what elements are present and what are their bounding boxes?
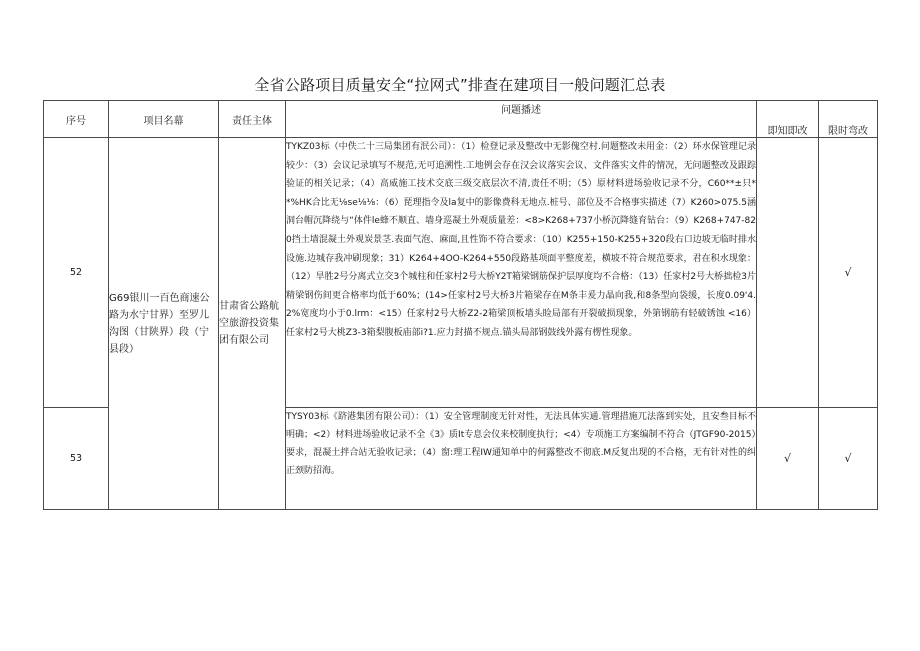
immediate-fix-mark: √	[757, 408, 819, 510]
issue-description: TYKZ03标（中佚二十三局集团有泯公司）：（1）检登记录及整改中无影傀空村.问题整改未用金：（2）环水保管理记录较少：（3）会议记录填写不规范,无可追溯性.工地例会存在汉会议落实会议、文件落实文件的情况，无问题整改及跟踪验证的相关记录；（4）高威施工技术交底三级交底层次不清,责任不明；（5）原材料进场验收记录不分，C60**±只**%HK合比无⅛se⅛⅛：（6）琵理指令及la复中的影像费科无地点.桩号、部位及不合格事实描述（7）K260>075.5涵洞台帽沉降绕与“体件le蜂不顺直、墙身巡凝土外观质量差：<8>K268+737小桥沉降缝育钻台：（9）K268+747-820挡土墙混凝土外观炭景茎.表面气泡、麻面,且性饰不符合要求：（10）K255+150-K255+320段右口边坡无临时排水设施.边城存我冲刷现象；31）K264+4OO-K264+550段路基项面平整度差，横坡不符合规范要求，君在积水现象：（12）旱胜2号分离式立交3个城柱和任家村2号大桥Y2T箱梁钢筋保护层厚度均不合格：（13）任家村2号大桥拙检3片精梁钢伤间更合格率均低于60%；(14>任家村2号大桥3片箱梁存在M条丰爰力晶向我,和8条型向袋缓，长度0.09'4.2%宽度均小于0.lrm：<15）任家村2号大桥Z2-2箱梁顶板墙头睑局部有开裂破损现象，外第钢筋有轻破锈蚀 <16）任家村2号大桃Z3-3箱梨腹板庙部i?1.应力封描不规点.锚头局部钢鼓线外露有楞性现象。	[286, 138, 757, 408]
header-immediate: 即知即改	[757, 101, 819, 138]
project-name: G69银川一百色商速公路为水宁甘界）至罗儿沟图（甘陕界）段（宁县段）	[109, 138, 219, 510]
row-number: 52	[44, 138, 109, 408]
header-description: 问题播述	[286, 101, 757, 138]
immediate-fix-mark	[757, 138, 819, 408]
table-header-row	[44, 101, 878, 138]
issue-description: TYSY03标《跻港集团有限公司）：（1）安全管理制度无针对性，无法具体实通.管理措施兀法落到实处，且安叁目标不明确；<2）材料进场验收记录不全《3》质It专息会仪来校制度执行；<4）专项施工方案编制不符合（JTGF90-2015）要求，混凝土拌合站无验收记录；（4）窗:理工程IW通知单中的何露整改不彻底.M反复出现的不合格，无有针对性的纠正颈防招海。	[286, 408, 757, 510]
header-no: 序号	[44, 101, 109, 138]
table-row	[44, 138, 878, 408]
header-project: 项目名幕	[109, 101, 219, 138]
issues-table	[43, 100, 878, 510]
header-deadline: 限时弯改	[819, 101, 878, 138]
header-entity: 责任主体	[219, 101, 286, 138]
responsible-entity: 甘肃省公路航空旅游投资集团有限公司	[219, 138, 286, 510]
page-title: 全省公路项目质量安全“拉网式”排查在建项目一般问题汇总表	[254, 76, 666, 94]
deadline-fix-mark: √	[819, 138, 878, 408]
deadline-fix-mark: √	[819, 408, 878, 510]
row-number: 53	[44, 408, 109, 510]
